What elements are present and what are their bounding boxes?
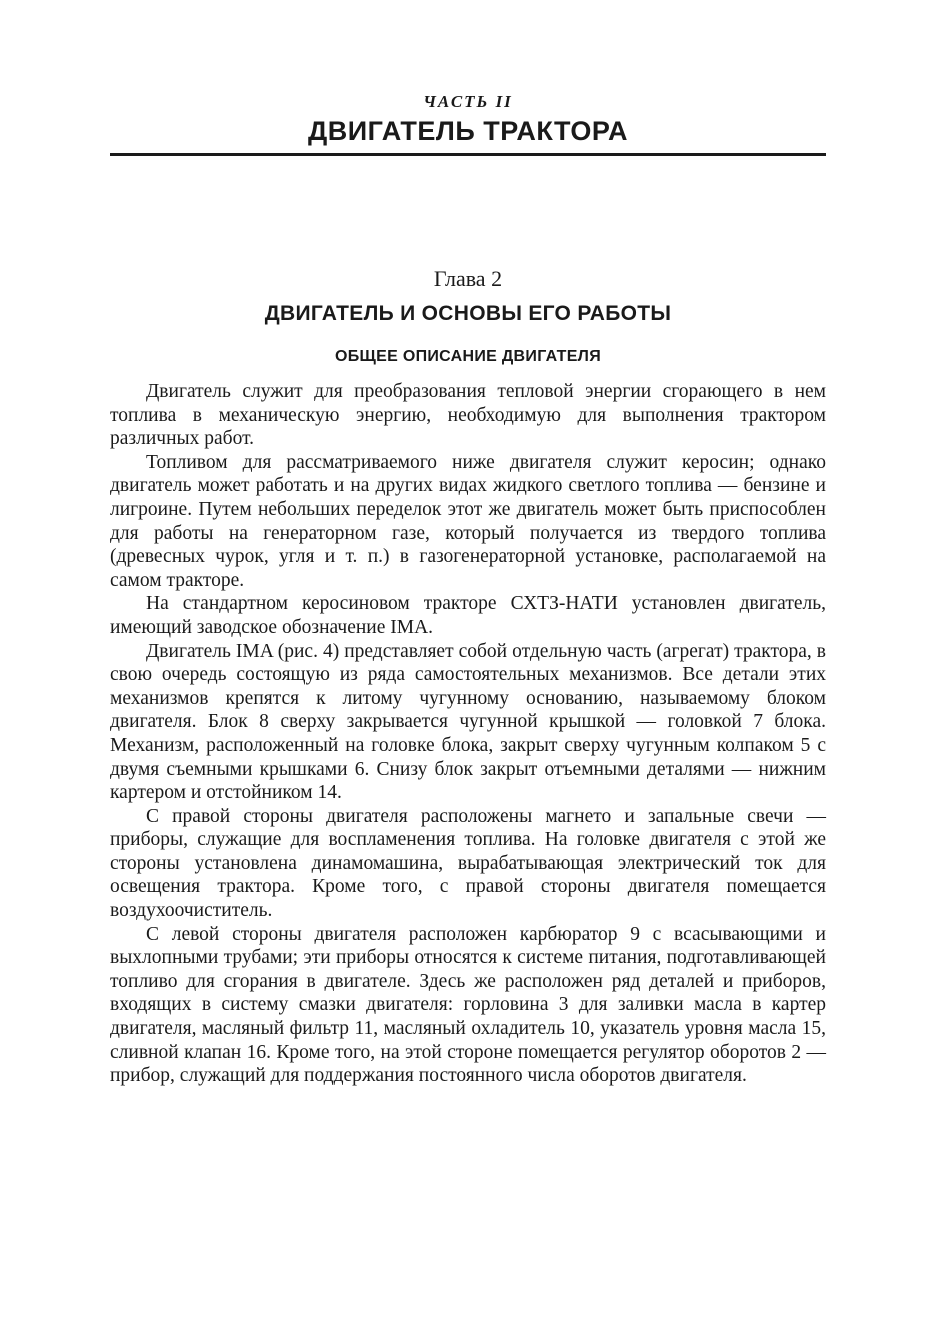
body-text xyxy=(110,380,826,1088)
part-title: ДВИГАТЕЛЬ ТРАКТОРА xyxy=(308,116,628,146)
paragraph: С левой стороны двигателя расположен карбюратор 9 с всасывающими и выхлопными трубами; эти приборы относятся к системе питания, подготавливающей топливо для сгорания в двигателе. Здесь же расположен ряд деталей и приборов, входящих в систему смазки двигателя: горловина 3 для заливки масла в картер двигателя, масляный фильтр 11, масляный охладитель 10, указатель уровня масла 15, сливной клапан 16. Кроме того, на этой стороне помещается регулятор оборотов 2 — прибор, служащий для поддержания постоянного числа оборотов двигателя. xyxy=(110,923,826,1087)
paragraph: Двигатель IMA (рис. 4) представляет собой отдельную часть (агрегат) трактора, в свою очередь состоящую из ряда самостоятельных механизмов. Все детали этих механизмов крепятся к литому чугунному основанию, называемому блоком двигателя. Блок 8 сверху закрывается чугунной крышкой — головкой 7 блока. Механизм, расположенный на головке блока, закрыт сверху чугунным колпаком 5 с двумя съемными крышками 6. Снизу блок закрыт отъемными деталями — нижним картером и отстойником 14. xyxy=(110,640,826,804)
header-divider xyxy=(110,153,826,156)
paragraph: Двигатель служит для преобразования тепловой энергии сгорающего в нем топлива в механическую энергию, необходимую для выполнения трактором различных работ. xyxy=(110,381,826,450)
chapter-title: ДВИГАТЕЛЬ И ОСНОВЫ ЕГО РАБОТЫ xyxy=(264,302,672,325)
section-title: ОБЩЕЕ ОПИСАНИЕ ДВИГАТЕЛЯ xyxy=(334,348,601,365)
part-label: ЧАСТЬ II xyxy=(423,92,513,111)
paragraph: С правой стороны двигателя расположены магнето и запальные свечи — приборы, служащие для воспламенения топлива. На головке двигателя с этой же стороны установлена динамомашина, вырабатывающая электрический ток для освещения трактора. Кроме того, с правой стороны двигателя помещается воздухоочиститель. xyxy=(110,805,826,922)
chapter-label: Глава 2 xyxy=(433,266,503,291)
paragraph: Топливом для рассматриваемого ниже двигателя служит керосин; однако двигатель может работать и на других видах жидкого светлого топлива — бензине и лигроине. Путем небольших переделок этот же двигатель может быть приспособлен для работы на генераторном газе, который получается из твердого топлива (древесных чурок, угля и т. п.) в газогенераторной установке, располагаемой на самом тракторе. xyxy=(110,451,826,591)
paragraph: На стандартном керосиновом тракторе СХТЗ-НАТИ установлен двигатель, имеющий заводское обозначение IMA. xyxy=(110,593,826,638)
part-header xyxy=(110,88,826,147)
